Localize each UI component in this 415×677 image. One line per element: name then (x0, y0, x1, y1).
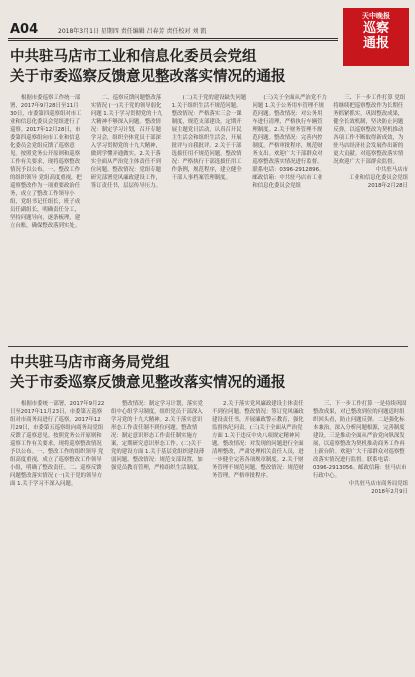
article2-col: 2.关于落实党风廉政建设主体责任不到位问题。整改情况：签订党风廉政建设责任书，开展廉政警示教育，强化监督执纪问责。(三)关于全面从严治党方面 1.关于违反中央八项规定精神问题。整改情况：对发现的问题进行全面清理整改，严肃处理相关责任人员，进一步健全完善各项规章制度。2.关于财务管理不规范问题。整改情况：规范财务管理，严格审批程序。 (212, 401, 304, 479)
logo-newspaper: 天中晚报 (362, 12, 390, 20)
page-number: A04 (10, 22, 39, 37)
article2-body (10, 400, 408, 672)
article1-col: (三)关于全面从严治党不力问题 1.关于公务用车管理不规范问题。整改情况：对公务用车进行清理，严格执行车辆管理制度。2.关于财务管理不规范问题。整改情况：完善内控制度，严格审批程序，规范财务支出。欢迎广大干部群众对巡察整改落实情况进行监督。联系电话：0396-2912896。邮政信箱：中共驻马店市工业和信息化委员会党组 (252, 95, 327, 189)
page-meta: 2018年3月1日 星期四 责任编辑 吕春芳 责任校对 刘 凯 (58, 28, 207, 35)
article1-col: 三、下一步工作打算 党组将继续把巡察整改作为长期任务抓紧抓实，巩固整改成果，健全长效机制，坚决防止问题反弹，以巡察整改为契机推动各项工作不断取得新成效，为驻马店经济社会发展作出新的更大贡献。对巡察整改落实情况欢迎广大干部群众监督。 中共驻马店市 工业和信息化委员会党组 2018年2月28日 (333, 95, 408, 189)
article1-col: (二)关于党的建设缺失问题 1.关于组织生活不规范问题。整改情况：严格落实三会一课制度，规范支部建设，定期开展主题党日活动，认真召开民主生活会和组织生活会，开展批评与自我批评。2.关于干部选拔任用不规范问题。整改情况：严格执行干部选拔任用工作条例，规范程序，建立健全干部人事档案管理制度。 (171, 95, 247, 181)
header-rule-thin (8, 40, 338, 41)
section-divider (8, 346, 408, 347)
article1-body (10, 94, 408, 340)
logo-line2: 通报 (362, 36, 389, 51)
article1-signature: 中共驻马店市 工业和信息化委员会党组 2018年2月28日 (348, 167, 408, 189)
article2-col: 根据市委统一部署，2017年9月22日至2017年11月23日，市委第五巡察组对市商务局进行了巡察。2017年12月29日，市委第五巡察组向商务局党组反馈了巡察意见。按照党务公开原则和巡察工作有关要求，现将巡察整改情况予以公布。一、整改工作的组织领导 党组高度重视，成立了巡察整改工作领导小组，明确了整改责任。二、巡察反馈问题整改落实情况 (一)关于党的领导方面 1.关于学习不深入问题。 (10, 401, 105, 487)
article1-col: 根据市委巡察工作统一部署，2017年9月28日至11月30日，市委第四巡察组对市工业和信息化委员会党组进行了巡察。2017年12月28日，市委第四巡察组向市工业和信息化委员会党组反馈了巡察意见。按照党务公开原则和巡察工作有关要求，现将巡察整改情况予以公布。一、整改工作的组织领导 党组高度重视，把巡察整改作为一项重要政治任务，成立了整改工作领导小组，党组书记任组长，班子成员任副组长，明确责任分工，坚持问题导向，逐条梳理，建立台账，确保整改落到实处。 (10, 95, 82, 229)
logo-line1: 巡察 (362, 21, 389, 36)
column-logo (343, 8, 409, 66)
article2-title1: 中共驻马店市商务局党组 (10, 355, 170, 371)
article2-col: 整改情况：制定学习计划，落实党组中心组学习制度，组织党员干部深入学习党的十九大精神。2.关于落实意识形态工作责任制不到位问题。整改情况：制定意识形态工作责任制实施方案，定期研究意识形态工作。(二)关于党的建设方面 1.关于基层党组织建设薄弱问题。整改情况：规范支部设置，加强党员教育管理，严格组织生活制度。 (111, 401, 205, 471)
article2-title2: 关于市委巡察反馈意见整改落实情况的通报 (10, 375, 286, 391)
article1-title2: 关于市委巡察反馈意见整改落实情况的通报 (10, 69, 286, 85)
article2-signature: 中共驻马店市商务局党组 2018年2月9日 (348, 481, 408, 495)
article1-title1: 中共驻马店市工业和信息化委员会党组 (10, 49, 257, 65)
header-rule (8, 38, 338, 39)
article2-col: 三、下一步工作打算 一是持续巩固整改成果，对已整改到位的问题适时组织回头看，防止问题反弹。二是强化标本兼治，深入分析问题根源，完善制度建设。三是推动全面从严治党向纵深发展，以巡察整改为契机推动商务工作再上新台阶。欢迎广大干部群众对巡察整改落实情况进行监督。联系电话：0396-2913056。邮政信箱：驻马店市行政中心。 中共驻马店市商务局党组 2018年2月9日 (313, 401, 408, 495)
article1-col: 二、巡察反馈问题整改落实情况 (一)关于党的领导弱化问题 1.关于学习贯彻党的十九大精神不够深入问题。整改情况：制定学习计划，召开专题学习会，组织全体党员干部深入学习贯彻党的十九大精神，做到学懂弄通做实。2.关于落实全面从严治党主体责任不到位问题。整改情况：党组专题研究部署党风廉政建设工作，签订责任书，层层传导压力。 (90, 95, 163, 189)
